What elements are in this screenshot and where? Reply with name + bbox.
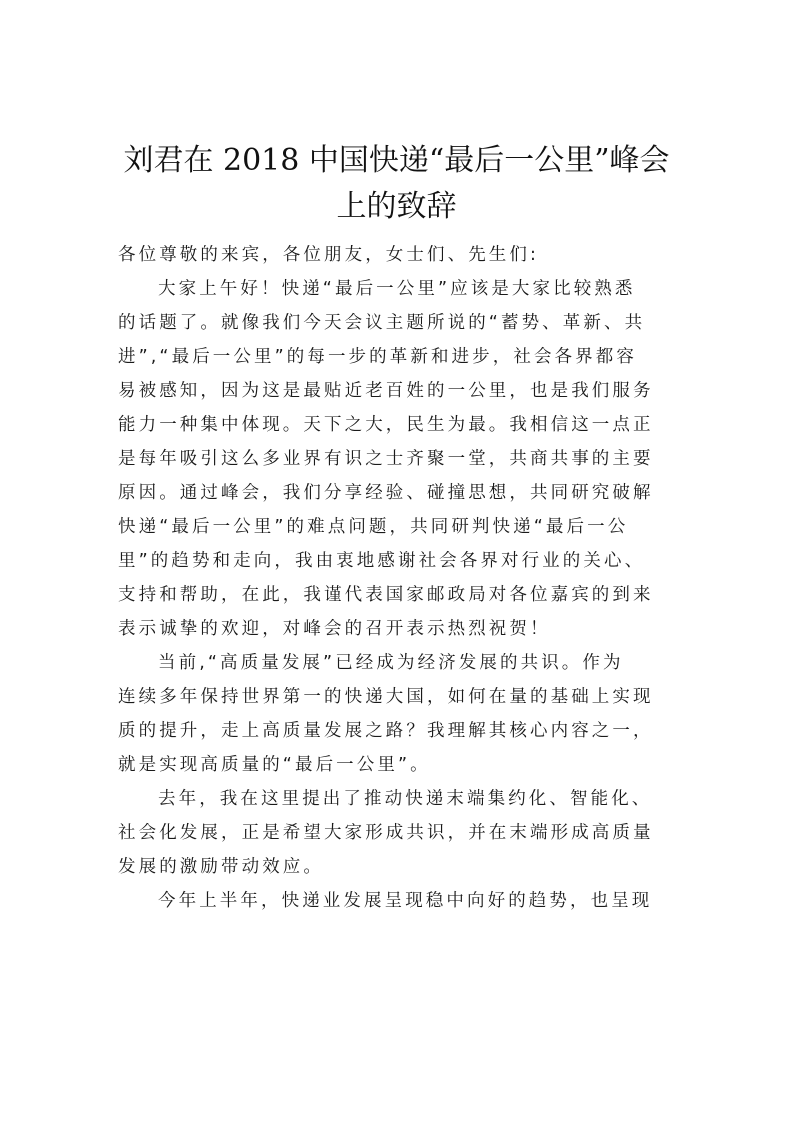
body-line: 支持和帮助，在此，我谨代表国家邮政局对各位嘉宾的到来 [118, 585, 654, 605]
body-line: 去年，我在这里提出了推动快递末端集约化、智能化、 [158, 789, 653, 809]
body-line: 当前,“高质量发展”已经成为经济发展的共识。作为 [158, 653, 624, 673]
body-line: 的话题了。就像我们今天会议主题所说的“蓄势、革新、共 [118, 313, 646, 333]
body-line: 里”的趋势和走向，我由衷地感谢社会各界对行业的关心、 [118, 551, 646, 571]
body-line: 连续多年保持世界第一的快递大国，如何在量的基础上实现 [118, 687, 654, 707]
body-line: 大家上午好！快递“最后一公里”应该是大家比较熟悉 [158, 279, 636, 299]
title-line: 刘君在 2018 中国快递“最后一公里”峰会 [123, 143, 670, 178]
body-line: 表示诚挚的欢迎，对峰会的召开表示热烈祝贺！ [118, 619, 551, 639]
body-line: 易被感知，因为这是最贴近老百姓的一公里，也是我们服务 [118, 381, 654, 401]
document-body [118, 238, 678, 918]
body-line: 是每年吸引这么多业界有识之士齐聚一堂，共商共事的主要 [118, 449, 654, 469]
body-line: 进”,“最后一公里”的每一步的革新和进步，社会各界都容 [118, 347, 637, 367]
body-line: 快递“最后一公里”的难点问题，共同研判快递“最后一公 [118, 517, 629, 537]
body-line: 各位尊敬的来宾，各位朋友，女士们、先生们: [118, 245, 539, 265]
body-line: 能力一种集中体现。天下之大，民生为最。我相信这一点正 [118, 415, 654, 435]
body-line: 质的提升，走上高质量发展之路？我理解其核心内容之一， [118, 721, 654, 741]
title-line: 上的致辞 [336, 189, 457, 224]
body-line: 原因。通过峰会，我们分享经验、碰撞思想，共同研究破解 [118, 483, 654, 503]
document-title [100, 138, 693, 230]
body-line: 今年上半年，快递业发展呈现稳中向好的趋势，也呈现 [158, 891, 653, 911]
body-line: 就是实现高质量的“最后一公里”。 [118, 755, 431, 775]
body-line: 发展的激励带动效应。 [118, 857, 324, 877]
body-line: 社会化发展，正是希望大家形成共识，并在末端形成高质量 [118, 823, 654, 843]
